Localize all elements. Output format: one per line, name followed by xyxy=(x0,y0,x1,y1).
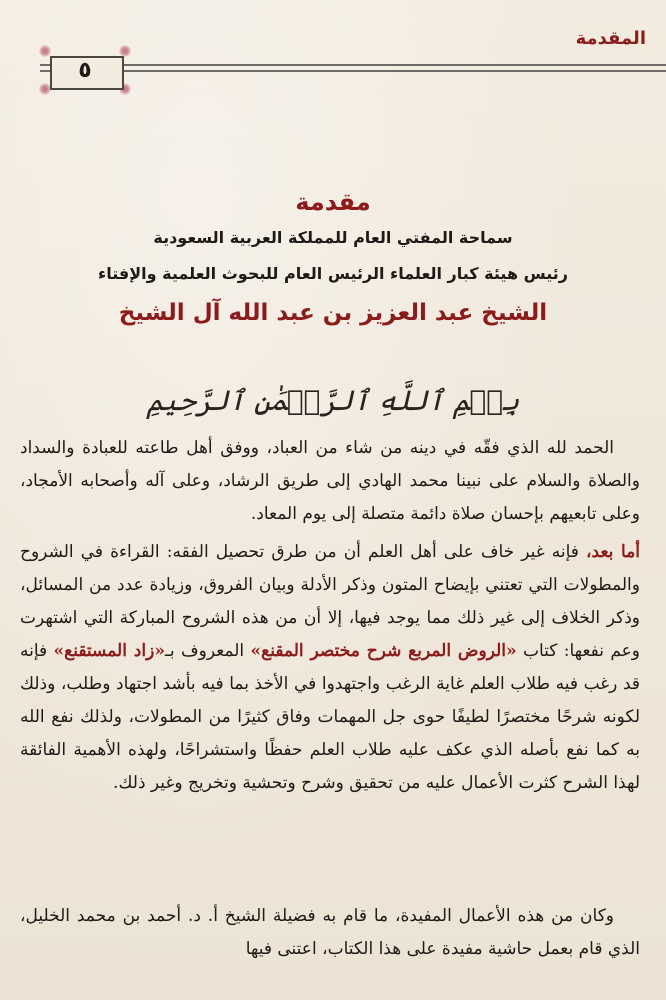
book-title-2: «زاد المستقنع» xyxy=(53,641,165,661)
page-header xyxy=(0,18,666,98)
header-rule-double xyxy=(40,70,666,72)
book-title: «الروض المربع شرح مختصر المقنع» xyxy=(250,641,517,661)
page-number: ٥ xyxy=(78,58,92,83)
paragraph-2-text-b: المعروف بـ xyxy=(164,641,251,661)
paragraph-3-text: وكان من هذه الأعمال المفيدة، ما قام به فضيلة الشيخ أ. د. أحمد بن محمد الخليل، الذي قام بعمل حاشية مفيدة على هذا الكتاب، اعتنى فيها xyxy=(20,906,640,959)
paragraph-1 xyxy=(20,432,640,531)
header-rule xyxy=(40,64,666,66)
paragraph-2-text-c: فإنه قد رغب فيه طلاب العلم غاية الرغب واجتهدوا في الأخذ بما فيه بأشد اجتهاد وطلب، وذلك لكونه شرحًا مختصرًا لطيفًا حوى جل المهمات وفاق كثيرًا من المطولات، ولذلك نفع الله به كما نفع بأصله الذي عكف عليه طلاب العلم حفظًا واستشراحًا، ولهذه الأهمية الفائقة لهذا الشرح كثرت الأعمال عليه من تحقيق وشرح وتحشية وتخريج وغير ذلك. xyxy=(20,641,640,793)
author-position-1: سماحة المفتي العام للمملكة العربية السعودية xyxy=(153,228,513,247)
author-position-2: رئيس هيئة كبار العلماء الرئيس العام للبحوث العلمية والإفتاء xyxy=(98,264,568,283)
paragraph-2-lead: أما بعد، xyxy=(586,542,640,562)
basmala-calligraphy: بِسۡمِ ٱللَّهِ ٱلرَّحۡمَٰنِ ٱلرَّحِيمِ xyxy=(146,384,520,417)
section-title: مقدمة xyxy=(295,188,371,216)
running-title: المقدمة xyxy=(575,28,646,49)
paragraph-3 xyxy=(20,900,640,966)
page-number-badge xyxy=(38,44,132,96)
paragraph-2-text-a: فإنه غير خاف على أهل العلم أن من طرق تحصيل الفقه: القراءة في الشروح والمطولات التي تعتني بإيضاح المتون وذكر الأدلة وبيان الفروق، وزيادة عدد من المسائل، وذكر الخلاف إلى غير ذلك مما يوجد فيها، إلا أن من هذه الشروح المباركة التي اشتهرت وعم نفعها: كتاب xyxy=(20,542,641,661)
paragraph-2 xyxy=(20,536,640,800)
paragraph-1-text: الحمد لله الذي فقّه في دينه من شاء من العباد، ووفق أهل طاعته للعبادة والسداد والصلاة والسلام على نبينا محمد الهادي إلى طريق الرشاد، وعلى آله وأصحابه الأمجاد، وعلى تابعيهم بإحسان صلاة دائمة متصلة إلى يوم المعاد. xyxy=(20,438,640,524)
author-name: الشيخ عبد العزيز بن عبد الله آل الشيخ xyxy=(118,300,548,326)
